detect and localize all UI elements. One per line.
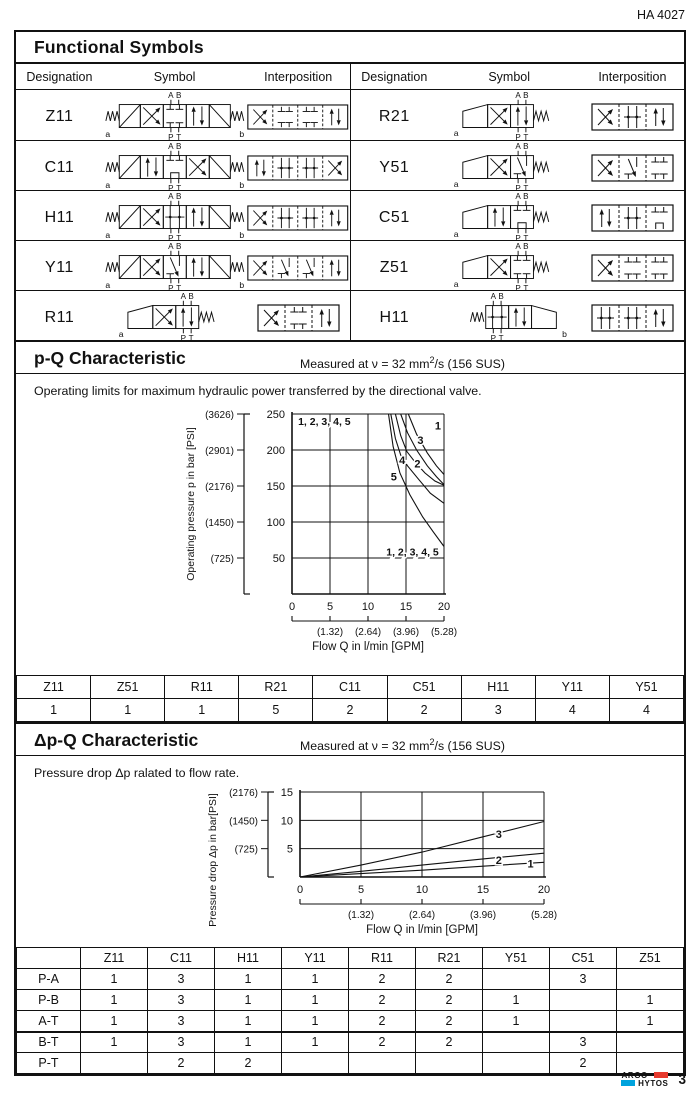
valve-symbol (438, 141, 581, 195)
interposition-symbol (581, 151, 684, 185)
svg-text:T: T (176, 132, 182, 142)
svg-text:5: 5 (390, 471, 397, 484)
svg-text:3: 3 (417, 434, 424, 447)
pq-measured-note: Measured at ν = 32 $mm^2/s$ (156 SUS) (300, 355, 505, 372)
svg-text:a: a (105, 280, 111, 291)
svg-text:a: a (453, 179, 459, 190)
drop-value-cell: 2 (215, 1053, 282, 1074)
svg-text:B: B (522, 241, 529, 251)
svg-text:T: T (522, 132, 528, 142)
svg-text:5: 5 (357, 884, 365, 896)
svg-text:T: T (522, 183, 528, 193)
svg-text:P: P (180, 333, 186, 343)
drop-value-cell: 1 (215, 990, 282, 1011)
svg-text:P: P (168, 283, 174, 293)
svg-text:15: 15 (476, 884, 490, 896)
drop-row (17, 990, 684, 1011)
drop-row-label: P-B (17, 990, 81, 1011)
designation-cell: C11 (44, 159, 75, 176)
designation-cell: Z11 (45, 108, 74, 125)
svg-text:5: 5 (326, 601, 334, 613)
symbols-column-header: Designation (361, 69, 428, 84)
drop-value-cell: 2 (416, 969, 483, 990)
drop-col-header: R21 (416, 948, 483, 969)
valve-value-cell: 2 (387, 699, 461, 722)
svg-text:T: T (176, 283, 182, 293)
pq-chart (174, 400, 684, 671)
svg-text:B: B (497, 291, 504, 301)
drop-value-cell: 1 (483, 1011, 550, 1032)
svg-text:Flow Q in l/min [GPM]: Flow Q in l/min [GPM] (312, 641, 424, 653)
drop-row-label: B-T (17, 1032, 81, 1053)
svg-text:2: 2 (495, 855, 502, 867)
drop-value-cell: 2 (416, 1011, 483, 1032)
valve-symbol (103, 241, 247, 295)
designation-cell: Z51 (379, 259, 409, 276)
interposition-symbol (246, 151, 350, 185)
drop-value-cell: 2 (349, 969, 416, 990)
valve-col-header: Z51 (91, 676, 165, 699)
svg-text:T: T (176, 233, 182, 243)
svg-text:A: A (168, 141, 174, 151)
svg-text:A: A (514, 141, 521, 151)
svg-text:A: A (514, 90, 521, 100)
drop-value-cell: 3 (148, 969, 215, 990)
svg-text:(1450): (1450) (229, 816, 258, 828)
svg-text:100: 100 (266, 517, 285, 529)
svg-text:(2176): (2176) (205, 482, 234, 493)
drop-value-cell: 1 (215, 969, 282, 990)
svg-text:0: 0 (288, 601, 296, 613)
svg-text:a: a (453, 128, 459, 139)
svg-text:P: P (514, 132, 521, 142)
svg-text:a: a (105, 129, 111, 140)
svg-text:4: 4 (399, 455, 406, 468)
svg-text:(2176): (2176) (229, 788, 258, 799)
svg-text:a: a (453, 279, 459, 290)
svg-text:10: 10 (415, 884, 429, 896)
drop-value-cell: 1 (81, 1011, 148, 1032)
svg-text:Operating pressure p in bar [P: Operating pressure p in bar [PSI] (185, 427, 197, 581)
svg-text:(725): (725) (210, 554, 234, 565)
symbol-row (16, 190, 350, 243)
svg-text:1, 2, 3, 4, 5: 1, 2, 3, 4, 5 (386, 546, 439, 559)
symbol-row (351, 240, 684, 293)
svg-text:T: T (522, 233, 528, 243)
svg-text:B: B (522, 90, 529, 100)
symbols-column-header: Interposition (264, 69, 333, 84)
symbol-row (16, 290, 350, 343)
drop-row (17, 1032, 684, 1053)
svg-text:b: b (239, 129, 245, 140)
designation-cell: H11 (44, 209, 75, 226)
drop-value-cell: 3 (148, 990, 215, 1011)
logo-text-hytos: HYTOS (638, 1078, 669, 1088)
svg-text:200: 200 (266, 445, 285, 457)
drop-value-cell: 3 (148, 1011, 215, 1032)
drop-value-cell: 1 (483, 990, 550, 1011)
symbol-row (351, 190, 684, 243)
drop-value-cell: 2 (416, 990, 483, 1011)
svg-text:A: A (490, 291, 496, 301)
symbols-header-row (351, 64, 684, 90)
drop-value-cell: 1 (282, 1011, 349, 1032)
svg-text:b: b (239, 180, 245, 191)
drop-col-header: R11 (349, 948, 416, 969)
dpq-description: Pressure drop Δp ralated to flow rate. (34, 766, 240, 780)
pressure-drop-table (16, 947, 684, 1074)
designation-cell: Y11 (45, 259, 74, 276)
svg-text:T: T (188, 333, 194, 343)
svg-text:b: b (239, 230, 245, 241)
svg-text:B: B (175, 141, 182, 151)
svg-text:10: 10 (361, 601, 375, 613)
dpq-measured-note: Measured at ν = 32 $mm^2/s$ (156 SUS) (300, 737, 505, 754)
svg-text:(1450): (1450) (205, 518, 234, 529)
svg-text:B: B (522, 191, 529, 201)
svg-text:(3.96): (3.96) (392, 627, 420, 638)
svg-text:(1.32): (1.32) (316, 627, 344, 638)
drop-col-header: H11 (215, 948, 282, 969)
svg-text:A: A (168, 90, 174, 100)
drop-value-cell: 2 (148, 1053, 215, 1074)
svg-text:P: P (168, 183, 174, 193)
svg-text:A: A (168, 191, 174, 201)
svg-text:B: B (175, 191, 182, 201)
interposition-symbol (246, 100, 350, 134)
svg-text:Pressure drop Δp in bar[PSI]: Pressure drop Δp in bar[PSI] (207, 793, 219, 927)
drop-value-cell: 2 (349, 1032, 416, 1053)
svg-text:(3.96): (3.96) (469, 910, 497, 921)
drop-value-cell: 1 (81, 969, 148, 990)
svg-text:T: T (522, 283, 528, 293)
valve-value-cell: 3 (461, 699, 535, 722)
drop-value-cell: 1 (282, 1032, 349, 1053)
drop-col-header: Y51 (483, 948, 550, 969)
svg-text:(5.28): (5.28) (530, 910, 558, 921)
symbol-row (351, 290, 684, 343)
drop-value-cell: 1 (81, 1032, 148, 1053)
svg-text:1: 1 (434, 420, 441, 433)
svg-text:2: 2 (414, 458, 421, 471)
svg-text:150: 150 (266, 481, 285, 493)
svg-text:(2.64): (2.64) (408, 910, 436, 921)
valve-symbol (103, 90, 247, 144)
interposition-symbol (581, 201, 684, 235)
valve-value-cell: 4 (535, 699, 609, 722)
drop-value-cell: 2 (416, 1032, 483, 1053)
drop-row (17, 1011, 684, 1032)
svg-text:(725): (725) (234, 844, 258, 856)
drop-table (16, 947, 684, 1074)
page-number: 3 (678, 1071, 686, 1087)
drop-row-label: A-T (17, 1011, 81, 1032)
svg-text:10: 10 (280, 815, 293, 828)
svg-text:20: 20 (537, 884, 551, 896)
valve-col-header: C11 (313, 676, 387, 699)
drop-value-cell: 3 (550, 1032, 617, 1053)
functional-symbols-title: Functional Symbols (16, 32, 684, 64)
svg-text:5: 5 (286, 843, 293, 856)
svg-text:(1.32): (1.32) (347, 910, 375, 921)
svg-text:P: P (490, 333, 496, 343)
svg-text:Flow Q in l/min [GPM]: Flow Q in l/min [GPM] (366, 924, 478, 936)
symbols-column-header: Designation (26, 69, 93, 84)
dpq-chart (200, 780, 684, 943)
valve-col-header: Y51 (609, 676, 683, 699)
valve-col-header: Z11 (17, 676, 91, 699)
svg-text:15: 15 (399, 601, 413, 613)
drop-row-label: P-A (17, 969, 81, 990)
designation-cell: R11 (44, 309, 75, 326)
svg-text:B: B (175, 90, 182, 100)
pq-title: p-Q Characteristic (34, 348, 186, 368)
valve-number-table (16, 675, 684, 722)
drop-value-cell (617, 969, 684, 990)
drop-value-cell: 1 (617, 1011, 684, 1032)
drop-value-cell: 2 (550, 1053, 617, 1074)
svg-text:20: 20 (437, 601, 451, 613)
interposition-symbol (581, 301, 684, 335)
valve-value-cell: 1 (165, 699, 239, 722)
svg-text:P: P (514, 183, 521, 193)
svg-text:B: B (522, 141, 529, 151)
svg-text:1: 1 (527, 858, 534, 871)
drop-value-cell: 1 (215, 1032, 282, 1053)
valve-header-row (17, 676, 684, 699)
symbol-row (351, 140, 684, 193)
drop-col-header: C11 (148, 948, 215, 969)
drop-row (17, 969, 684, 990)
svg-text:(2.64): (2.64) (354, 627, 382, 638)
svg-text:A: A (168, 241, 174, 251)
valve-col-header: C51 (387, 676, 461, 699)
svg-text:(2901): (2901) (205, 446, 234, 457)
svg-text:(5.28): (5.28) (430, 627, 458, 638)
svg-text:T: T (176, 183, 182, 193)
svg-text:0: 0 (296, 884, 304, 896)
drop-value-cell: 3 (148, 1032, 215, 1053)
symbols-table-right (350, 64, 684, 343)
svg-text:P: P (168, 233, 174, 243)
svg-text:a: a (105, 230, 111, 241)
svg-text:T: T (498, 333, 504, 343)
interposition-symbol (246, 301, 350, 335)
drop-value-cell: 1 (81, 990, 148, 1011)
svg-text:P: P (514, 233, 521, 243)
valve-value-cell: 1 (91, 699, 165, 722)
valve-value-cell: 5 (239, 699, 313, 722)
svg-text:P: P (514, 283, 521, 293)
svg-text:250: 250 (266, 409, 285, 421)
drop-value-cell (550, 990, 617, 1011)
drop-header-row (17, 948, 684, 969)
doc-code: HA 4027 (637, 8, 685, 22)
valve-value-row (17, 699, 684, 722)
drop-col-header: Z51 (617, 948, 684, 969)
logo-text-argo: ARGO (621, 1070, 648, 1080)
svg-text:(3626): (3626) (205, 410, 234, 421)
symbol-row (351, 90, 684, 140)
symbol-row (16, 140, 350, 193)
valve-symbol (438, 291, 581, 345)
svg-text:15: 15 (280, 787, 293, 799)
symbols-column-header: Symbol (488, 69, 531, 84)
drop-value-cell (617, 1032, 684, 1053)
valve-col-header: R11 (165, 676, 239, 699)
drop-value-cell: 1 (617, 990, 684, 1011)
svg-text:3: 3 (495, 828, 502, 841)
symbols-column-header: Interposition (598, 69, 667, 84)
valve-value-cell: 1 (17, 699, 91, 722)
drop-value-cell: 1 (215, 1011, 282, 1032)
dpq-section-header (16, 722, 684, 756)
symbols-table-left (16, 64, 350, 343)
designation-cell: Y51 (379, 159, 410, 176)
valve-symbol (103, 141, 247, 195)
symbol-row (16, 240, 350, 293)
valve-symbol (438, 90, 581, 144)
svg-text:a: a (105, 180, 111, 191)
dpq-title: Δp-Q Characteristic (34, 730, 199, 750)
drop-value-cell (483, 1032, 550, 1053)
drop-col-header: Y11 (282, 948, 349, 969)
valve-col-header: R21 (239, 676, 313, 699)
drop-value-cell (550, 1011, 617, 1032)
svg-text:P: P (168, 132, 174, 142)
drop-value-cell (483, 969, 550, 990)
svg-text:1, 2, 3, 4, 5: 1, 2, 3, 4, 5 (298, 416, 351, 429)
valve-table (16, 675, 684, 722)
drop-value-cell: 1 (282, 990, 349, 1011)
argo-hytos-logo (621, 1071, 668, 1087)
valve-symbol (103, 191, 247, 245)
svg-text:A: A (514, 191, 521, 201)
functional-symbols-table (16, 64, 684, 343)
svg-text:B: B (175, 241, 182, 251)
interposition-symbol (246, 201, 350, 235)
drop-value-cell: 1 (282, 969, 349, 990)
symbols-header-row (16, 64, 350, 90)
svg-text:A: A (180, 291, 186, 301)
valve-symbol (438, 241, 581, 295)
footer (14, 1071, 686, 1087)
drop-value-cell: 3 (550, 969, 617, 990)
valve-col-header: H11 (461, 676, 535, 699)
pq-description: Operating limits for maximum hydraulic power transferred by the directional valve. (34, 384, 482, 398)
designation-cell: R21 (378, 108, 410, 125)
svg-text:a: a (453, 229, 459, 240)
svg-text:A: A (514, 241, 521, 251)
drop-value-cell: 2 (349, 990, 416, 1011)
drop-col-header: C51 (550, 948, 617, 969)
valve-value-cell: 2 (313, 699, 387, 722)
pq-section-header (16, 340, 684, 374)
symbols-column-header: Symbol (153, 69, 196, 84)
valve-value-cell: 4 (609, 699, 683, 722)
logo-red-block (654, 1072, 668, 1078)
interposition-symbol (581, 100, 684, 134)
drop-col-header (17, 948, 81, 969)
svg-text:b: b (239, 280, 245, 291)
svg-text:B: B (188, 291, 194, 301)
svg-text:a: a (118, 329, 124, 340)
valve-symbol (438, 191, 581, 245)
symbol-row (16, 90, 350, 140)
svg-text:b: b (561, 329, 567, 340)
drop-col-header: Z11 (81, 948, 148, 969)
valve-symbol (103, 291, 247, 345)
content-frame (14, 30, 686, 1076)
interposition-symbol (246, 251, 350, 285)
designation-cell: H11 (379, 309, 410, 326)
logo-blue-block (621, 1080, 635, 1086)
interposition-symbol (581, 251, 684, 285)
drop-value-cell: 2 (349, 1011, 416, 1032)
designation-cell: C51 (378, 209, 410, 226)
drop-row-label: P-T (17, 1053, 81, 1074)
valve-col-header: Y11 (535, 676, 609, 699)
svg-text:50: 50 (272, 553, 285, 565)
